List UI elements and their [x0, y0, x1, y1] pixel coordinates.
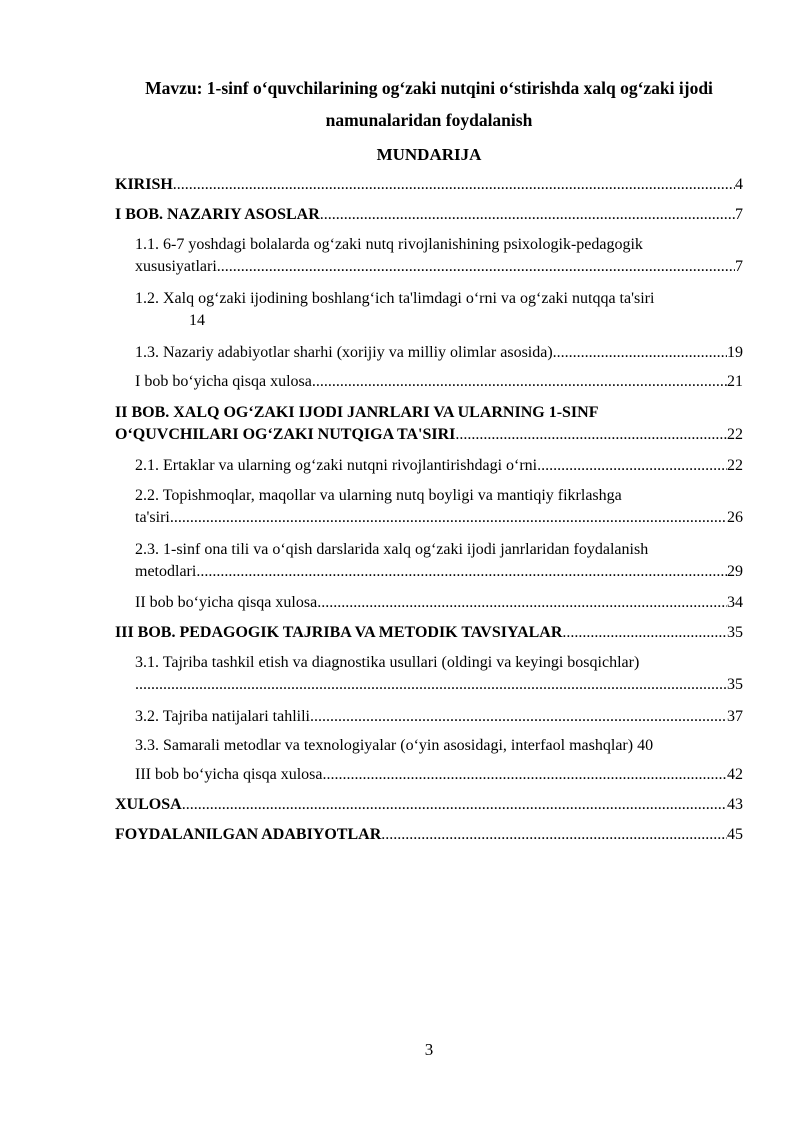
toc-entry-chapter-3[interactable]: [115, 622, 743, 644]
dot-leader: [135, 674, 727, 696]
toc-entry-text: KIRISH: [115, 176, 173, 193]
dot-leader: [537, 455, 727, 477]
toc-entry-text: III bob bo‘yicha qisqa xulosa: [135, 766, 323, 783]
toc-page-number: 35: [727, 624, 743, 641]
toc-entry-text: 1.3. Nazariy adabiyotlar sharhi (xorijiy va milliy olimlar asosida): [135, 344, 553, 361]
toc-entry-2-1[interactable]: [135, 455, 743, 477]
toc-entry-chapter-2-summary[interactable]: [135, 592, 743, 614]
toc-entry-text: I bob bo‘yicha qisqa xulosa: [135, 373, 312, 390]
toc-page-number: 22: [727, 457, 743, 474]
toc-entry-2-3[interactable]: [135, 539, 743, 583]
dot-leader: [170, 507, 727, 529]
toc-entry-1-1[interactable]: [135, 234, 743, 278]
toc-entry-3-1[interactable]: [135, 652, 743, 696]
toc-entry-chapter-3-summary[interactable]: [135, 764, 743, 786]
toc-entry-text-line1: 1.1. 6-7 yoshdagi bolalarda og‘zaki nutq rivojlanishining psixologik-pedagogik: [135, 236, 643, 253]
toc-page-number: 40: [637, 737, 654, 754]
toc-entry-kirish[interactable]: [115, 174, 743, 196]
toc-entry-2-2[interactable]: [135, 485, 743, 529]
toc-entry-text-line1: II BOB. XALQ OG‘ZAKI IJODI JANRLARI VA ULARNING 1-SINF: [115, 404, 599, 421]
toc-entry-text-line1: 1.2. Xalq og‘zaki ijodining boshlang‘ich ta'limdagi o‘rni va og‘zaki nutqqa ta'siri: [135, 290, 655, 307]
toc-entry-bibliography[interactable]: [115, 824, 743, 846]
toc-entry-text: 2.1. Ertaklar va ularning og‘zaki nutqni rivojlantirishdagi o‘rni: [135, 457, 538, 474]
toc-entry-3-3[interactable]: [135, 735, 743, 757]
document-title: [100, 72, 758, 136]
toc-entry-text: O‘QUVCHILARI OG‘ZAKI NUTQIGA TA'SIRI: [115, 426, 456, 443]
toc-entry-text: xususiyatlari: [135, 258, 217, 275]
title-line-1: Mavzu: 1-sinf o‘quvchilarining og‘zaki nutqini o‘stirishda xalq og‘zaki ijodi: [145, 78, 713, 98]
toc-entry-xulosa[interactable]: [115, 794, 743, 816]
toc-entry-text: 3.3. Samarali metodlar va texnologiyalar (o‘yin asosidagi, interfaol mashqlar): [135, 737, 634, 754]
toc-page-number: 45: [727, 826, 743, 843]
dot-leader: [320, 204, 735, 226]
dot-leader: [381, 824, 727, 846]
dot-leader: [182, 794, 727, 816]
toc-entry-text: metodlari: [135, 563, 197, 580]
toc-entry-text: 3.2. Tajriba natijalari tahlili: [135, 708, 310, 725]
toc-page-number: 37: [727, 708, 743, 725]
toc-page-number: 7: [735, 206, 743, 223]
dot-leader: [310, 706, 727, 728]
toc-entry-text: ta'siri: [135, 509, 170, 526]
toc-page-number: 19: [727, 344, 743, 361]
toc-page-number: 21: [727, 373, 743, 390]
toc-entry-text: II bob bo‘yicha qisqa xulosa: [135, 594, 318, 611]
toc-entry-text-line1: 2.3. 1-sinf ona tili va o‘qish darslarida xalq og‘zaki ijodi janrlaridan foydalanish: [135, 541, 649, 558]
toc-entry-1-2[interactable]: [135, 288, 743, 332]
toc-page-number: 4: [735, 176, 743, 193]
toc-entry-chapter-1-summary[interactable]: [135, 371, 743, 393]
toc-page-number: 43: [727, 796, 743, 813]
toc-page-number: 26: [727, 509, 743, 526]
toc-page-number: 34: [727, 594, 743, 611]
toc-entry-text-line1: 3.1. Tajriba tashkil etish va diagnostika usullari (oldingi va keyingi bosqichlar): [135, 654, 640, 671]
toc-page-number: 42: [727, 766, 743, 783]
toc-entry-text-line1: 2.2. Topishmoqlar, maqollar va ularning nutq boyligi va mantiqiy fikrlashga: [135, 487, 622, 504]
page-number: 3: [424, 1040, 434, 1059]
toc-entry-3-2[interactable]: [135, 706, 743, 728]
toc-page-number: 22: [727, 426, 743, 443]
toc-entry-text: III BOB. PEDAGOGIK TAJRIBA VA METODIK TAVSIYALAR: [115, 624, 563, 641]
dot-leader: [455, 424, 727, 446]
title-line-2: namunalaridan foydalanish: [325, 110, 533, 130]
toc-heading: MUNDARIJA: [376, 145, 482, 164]
toc-entry-text: XULOSA: [115, 796, 182, 813]
dot-leader: [312, 371, 727, 393]
dot-leader: [553, 342, 727, 364]
toc-page-number: 29: [727, 563, 743, 580]
dot-leader: [317, 592, 727, 614]
toc-entry-1-3[interactable]: [135, 342, 743, 364]
dot-leader: [173, 174, 735, 196]
toc-page-number: 7: [735, 258, 743, 275]
dot-leader: [196, 561, 727, 583]
toc-entry-text: I BOB. NAZARIY ASOSLAR: [115, 206, 320, 223]
toc-entry-text: FOYDALANILGAN ADABIYOTLAR: [115, 826, 382, 843]
toc-page-number: 14: [189, 312, 205, 329]
toc-page-number: 35: [727, 676, 743, 693]
dot-leader: [217, 256, 735, 278]
toc-entry-chapter-1[interactable]: [115, 204, 743, 226]
dot-leader: [562, 622, 727, 644]
dot-leader: [323, 764, 727, 786]
toc-entry-chapter-2[interactable]: [115, 402, 743, 446]
